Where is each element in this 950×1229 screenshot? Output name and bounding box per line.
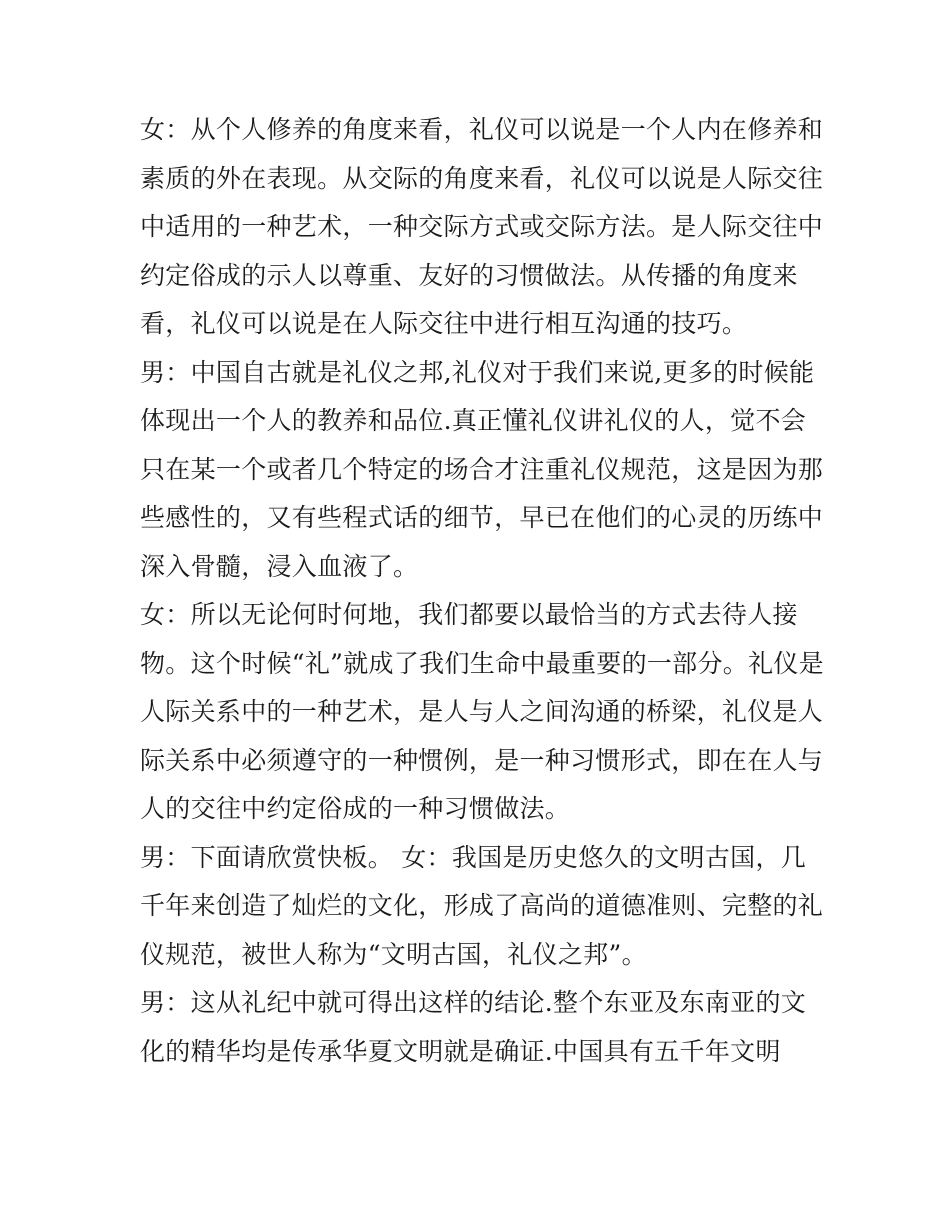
text-line: 男：这从礼纪中就可得出这样的结论.整个东亚及东南亚的文 <box>140 988 807 1017</box>
text-line: 看，礼仪可以说是在人际交往中进行相互沟通的技巧。 <box>140 309 748 338</box>
text-line: 素质的外在表现。从交际的角度来看，礼仪可以说是人际交往 <box>140 163 824 193</box>
text-line: 女：从个人修养的角度来看，礼仪可以说是一个人内在修养和 <box>140 115 824 144</box>
text-line: 化的精华均是传承华夏文明就是确证.中国具有五千年文明 <box>140 1036 781 1066</box>
text-line: 些感性的，又有些程式话的细节，早已在他们的心灵的历练中 <box>140 503 824 532</box>
text-line: 中适用的一种艺术，一种交际方式或交际方法。是人际交往中 <box>140 212 824 241</box>
text-line: 女：所以无论何时何地，我们都要以最恰当的方式去待人接 <box>140 600 798 629</box>
text-line: 物。这个时候“礼”就成了我们生命中最重要的一部分。礼仪是 <box>140 648 824 678</box>
text-line: 深入骨髓，浸入血液了。 <box>140 551 419 581</box>
text-line: 男：下面请欣赏快板。 女：我国是历史悠久的文明古国，几 <box>140 842 807 872</box>
text-line: 仪规范，被世人称为“文明古国，礼仪之邦”。 <box>140 939 647 969</box>
text-line: 人的交往中约定俗成的一种习惯做法。 <box>140 794 571 823</box>
document-body <box>140 106 824 1076</box>
text-line: 只在某一个或者几个特定的场合才注重礼仪规范，这是因为那 <box>140 454 824 484</box>
text-line: 千年来创造了灿烂的文化，形成了高尚的道德准则、完整的礼 <box>140 891 824 920</box>
text-line: 体现出一个人的教养和品位.真正懂礼仪讲礼仪的人，觉不会 <box>140 406 807 435</box>
text-line: 人际关系中的一种艺术，是人与人之间沟通的桥梁，礼仪是人 <box>140 697 824 726</box>
text-line: 际关系中必须遵守的一种惯例，是一种习惯形式，即在在人与 <box>140 745 824 775</box>
text-line: 男：中国自古就是礼仪之邦,礼仪对于我们来说,更多的时候能 <box>140 357 815 387</box>
text-line: 约定俗成的示人以尊重、友好的习惯做法。从传播的角度来 <box>140 260 798 290</box>
